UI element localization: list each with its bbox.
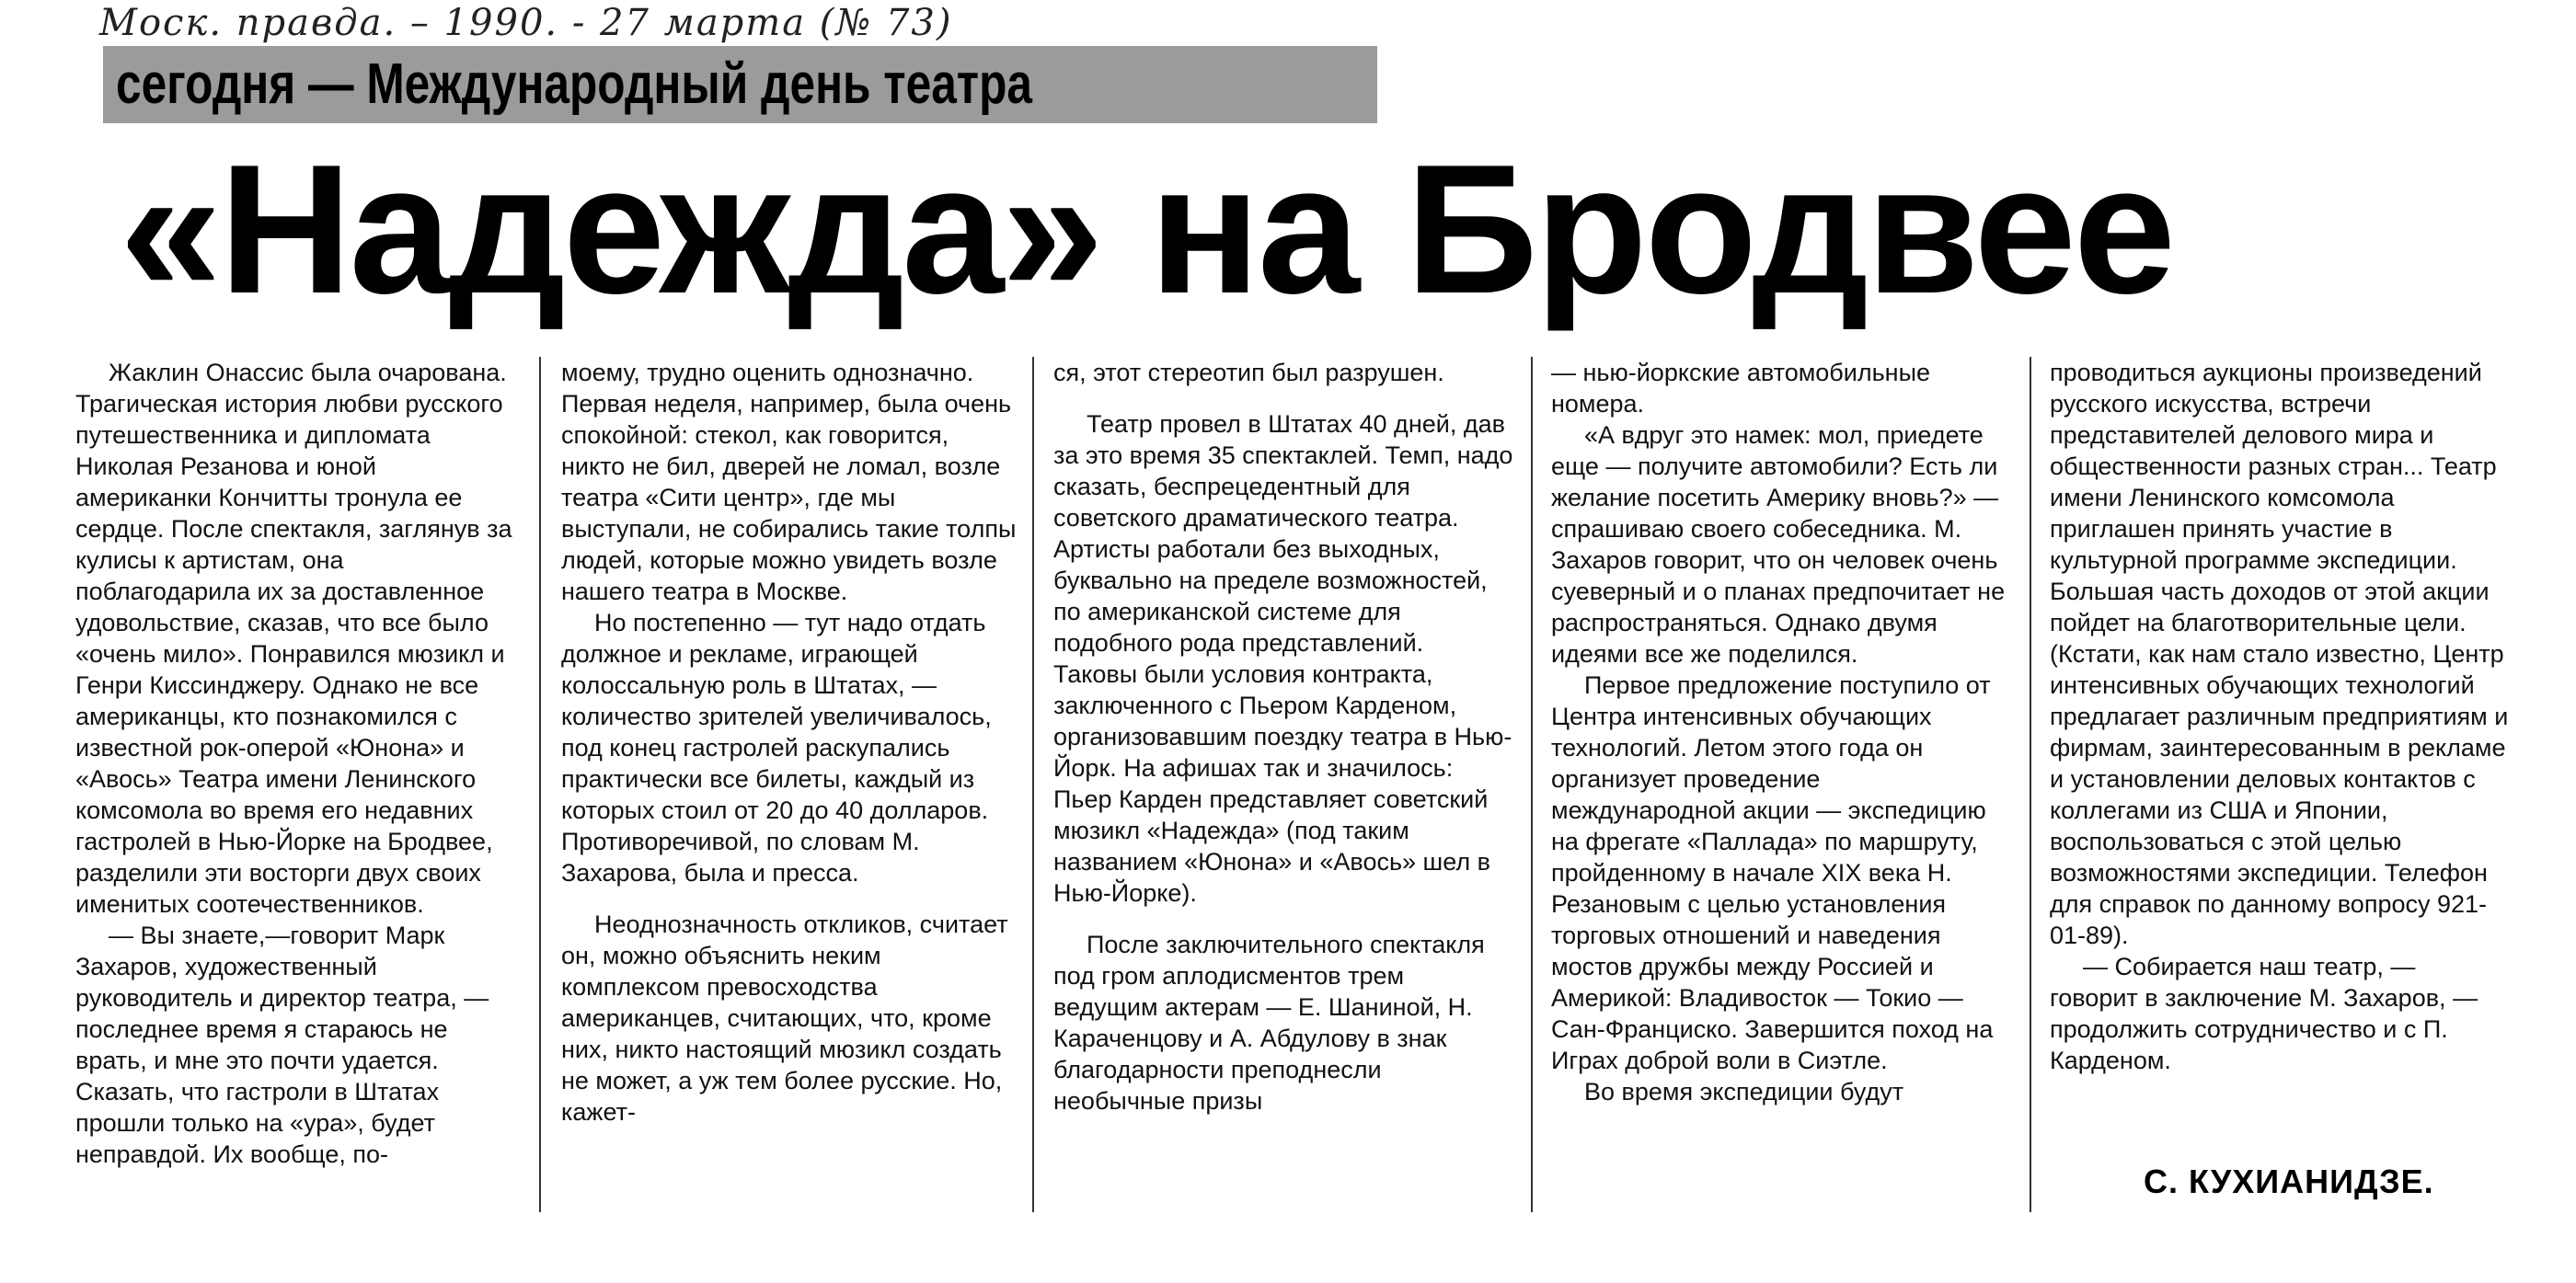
paragraph: проводиться аукционы произведений русского искусства, встречи представителей делового мира и общественности разных стран... Театр имени Ленинского комсомола приглашен принять участие в культурной программе экспедиции. Большая часть доходов от этой акции пойдет на благотворительные цели. (Кстати, как нам стало известно, Центр интенсивных обучающих технологий предлагает различным предприятиям и фирмам, заинтересованным в рекламе и установлении деловых контактов с коллегами из США и Японии, воспользоваться с этой целью возможностями экспедиции. Телефон для справок по данному вопросу 921-01-89).: [2050, 359, 2509, 949]
article-column-1: [75, 357, 517, 1240]
column-divider: [1531, 357, 1533, 1212]
paragraph: После заключительного спектакля под гром аплодисментов трем ведущим актерам — Е. Шаниной, Н. Караченцову и А. Абдулову в знак благодарности преподнесли необычные призы: [1053, 931, 1485, 1115]
paragraph: Но постепенно — тут надо отдать должное и рекламе, играющей колоссальную роль в Штатах, — количество зрителей увеличивалось, под конец гастролей раскупались практически все билеты, каждый из которых стоил от 20 до 40 долларов. Противоречивой, по словам М. Захарова, была и пресса.: [561, 609, 992, 887]
paragraph: — нью-йоркские автомобильные номера.: [1551, 359, 1930, 418]
author-signature: С. КУХИАНИДЗЕ.: [2144, 1163, 2434, 1200]
rubric-banner: [103, 46, 1377, 123]
headline: «Надежда» на Бродвее: [120, 127, 2173, 332]
paragraph: моему, трудно оценить однозначно. Первая неделя, например, была очень спокойной: стекол, как говорится, никто не бил, дверей не ломал, возле театра «Сити центр», где мы выступали, не собирались такие толпы людей, которые можно увидеть возле нашего театра в Москве.: [561, 359, 1017, 605]
paragraph: ся, этот стереотип был разрушен.: [1053, 359, 1444, 386]
article-column-2: [561, 357, 1018, 1240]
paragraph: — Собирается наш театр, — говорит в заключение М. Захаров, — продолжить сотрудничество и с П. Карденом.: [2050, 953, 2478, 1074]
handwritten-source-note: Моск. правда. – 1990. - 27 марта (№ 73): [99, 2, 953, 44]
column-divider: [539, 357, 541, 1212]
paragraph: — Вы знаете,—говорит Марк Захаров, художественный руководитель и директор театра, — последнее время я стараюсь не врать, и мне это почти удается. Сказать, что гастроли в Штатах прошли только на «ура», будет неправдой. Их вообще, по-: [75, 922, 489, 1168]
paragraph: Во время экспедиции будут: [1584, 1078, 1904, 1105]
rubric-text: сегодня — Международный день театра: [116, 52, 1032, 116]
article-column-3: [1053, 357, 1513, 1240]
column-divider: [2030, 357, 2031, 1212]
paragraph: «А вдруг это намек: мол, приедете еще — получите автомобили? Есть ли желание посетить Америку вновь?» — спрашиваю своего собеседника. М. Захаров говорит, что он человек очень суеверный и о планах предпочитает не распространяться. Однако двумя идеями все же поделился.: [1551, 421, 2006, 668]
article-column-4: [1551, 357, 2011, 1240]
paragraph: Первое предложение поступило от Центра интенсивных обучающих технологий. Летом этого года он организует проведение международной акции — экспедицию на фрегате «Паллада» по маршруту, пройденному в начале XIX века Н. Резановым с целью установления торговых отношений и наведения мостов дружбы между Россией и Америкой: Владивосток — Токио — Сан-Франциско. Завершится поход на Играх доброй воли в Сиэтле.: [1551, 671, 1994, 1074]
paragraph: Жаклин Онассис была очарована. Трагическая история любви русского путешественника и дипломата Николая Резанова и юной американки Кончитты тронула ее сердце. После спектакля, заглянув за кулисы к артистам, она поблагодарила их за доставленное удовольствие, сказав, что все было «очень мило». Понравился мюзикл и Генри Киссинджеру. Однако не все американцы, кто познакомился с известной рок-оперой «Юнона» и «Авось» Театра имени Ленинского комсомола во время его недавних гастролей в Нью-Йорке на Бродвее, разделили эти восторги двух своих именитых соотечественников.: [75, 359, 512, 918]
article-column-5: [2050, 357, 2510, 1148]
paragraph: Театр провел в Штатах 40 дней, дав за это время 35 спектаклей. Темп, надо сказать, беспрецедентный для советского драматического театра. Артисты работали без выходных, буквально на пределе возможностей, по американской системе для подобного рода представлений. Таковы были условия контракта, заключенного с Пьером Карденом, организовавшим поездку театра в Нью-Йорк. На афишах так и значилось: Пьер Карден представляет советский мюзикл «Надежда» (под таким названием «Юнона» и «Авось» шел в Нью-Йорке).: [1053, 410, 1513, 907]
paragraph: Неоднозначность откликов, считает он, можно объяснить неким комплексом превосходства американцев, считающих, что, кроме них, никто настоящий мюзикл создать не может, а уж тем более русские. Но, кажет-: [561, 911, 1008, 1126]
column-divider: [1032, 357, 1034, 1212]
